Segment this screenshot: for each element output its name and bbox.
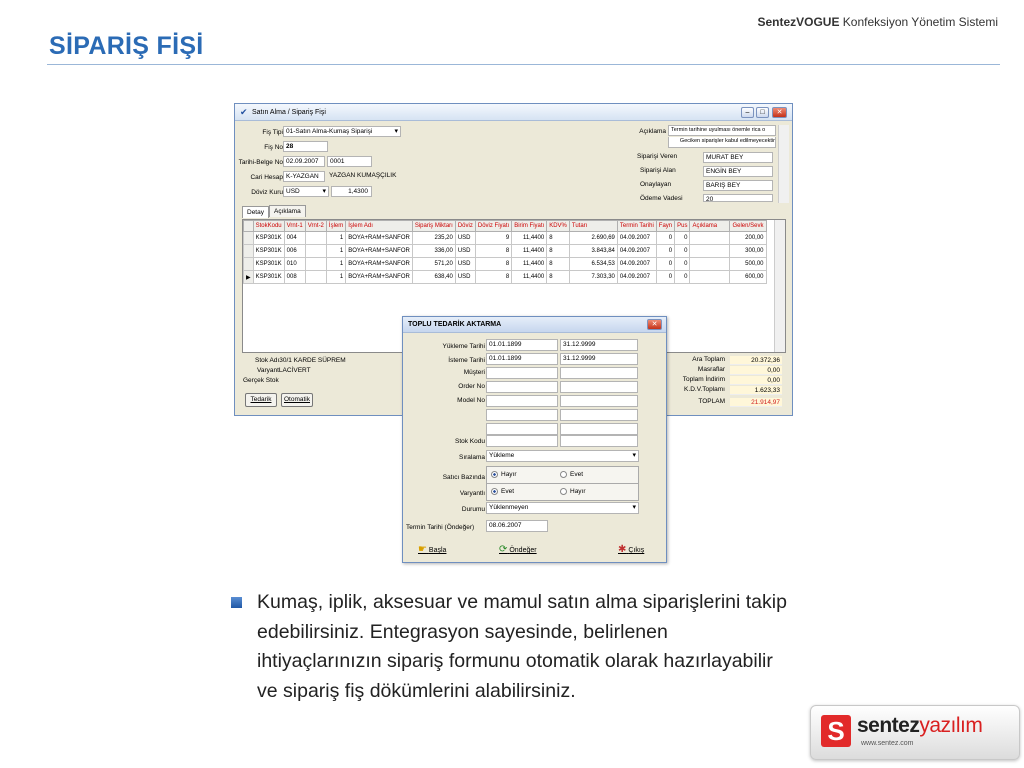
termin-field[interactable]: 08.06.2007 <box>486 520 548 532</box>
table-cell[interactable]: 600,00 <box>730 271 766 284</box>
dialog-title: TOPLU TEDARİK AKTARMA <box>408 321 502 328</box>
table-cell[interactable]: 8 <box>547 245 570 258</box>
basla-label: Başla <box>428 547 447 554</box>
app-icon: ✔ <box>240 107 248 117</box>
col-tutari[interactable]: Tutarı <box>569 221 617 232</box>
total-label: Masraflar <box>697 366 725 373</box>
table-cell[interactable]: USD <box>455 258 475 271</box>
total-value: 21.914,97 <box>730 398 782 407</box>
radio-empty-icon <box>560 488 567 495</box>
close-button[interactable]: ✕ <box>772 107 787 118</box>
veren-label: Siparişi Veren <box>637 153 678 160</box>
table-cell[interactable] <box>690 232 730 245</box>
cari-kod-field[interactable]: K-YAZGAN <box>283 171 325 182</box>
row-selector[interactable] <box>244 258 254 271</box>
col-termin-tarihi[interactable]: Termin Tarihi <box>617 221 656 232</box>
table-cell[interactable]: KSP301K <box>253 258 284 271</box>
cikis-label: Çıkış <box>628 547 645 554</box>
hand-icon: ☛ <box>418 544 427 555</box>
musteri-label: Müşteri <box>463 369 485 376</box>
row-selector-header <box>244 221 254 232</box>
basla-button[interactable] <box>418 544 446 555</box>
col-islem[interactable]: İşlem <box>326 221 345 232</box>
table-cell[interactable]: 11,4400 <box>512 271 547 284</box>
table-cell[interactable]: 1 <box>326 245 345 258</box>
musteri-from-field[interactable] <box>486 367 558 379</box>
table-cell[interactable]: 11,4400 <box>512 258 547 271</box>
table-cell[interactable] <box>690 271 730 284</box>
table-cell[interactable]: 8 <box>475 245 511 258</box>
table-cell[interactable]: BOYA+RAM+SANFOR <box>346 271 413 284</box>
extra1-from-field[interactable] <box>486 409 558 421</box>
order-from-field[interactable] <box>486 381 558 393</box>
table-cell[interactable]: 1 <box>326 232 345 245</box>
total-value: 0,00 <box>730 366 782 375</box>
tarih-field[interactable]: 02.09.2007 <box>283 156 325 167</box>
tab-strip <box>242 205 306 219</box>
total-label: Ara Toplam <box>692 356 725 363</box>
stock-real: Gerçek Stok <box>243 377 279 384</box>
table-cell[interactable]: BOYA+RAM+SANFOR <box>346 258 413 271</box>
table-cell[interactable]: 8 <box>475 271 511 284</box>
brand-name: SentezVOGUE <box>757 15 840 29</box>
durumu-label: Durumu <box>461 506 485 513</box>
otomatik-button[interactable]: Otomatik <box>281 393 313 407</box>
belge-no-field[interactable]: 0001 <box>327 156 372 167</box>
minimize-button[interactable]: – <box>741 107 754 118</box>
table-cell[interactable]: KSP301K <box>253 271 284 284</box>
logo-url: www.sentez.com <box>861 740 914 747</box>
table-cell[interactable]: 2.690,69 <box>569 232 617 245</box>
table-cell[interactable]: 0 <box>656 271 674 284</box>
total-label: K.D.V.Toplamı <box>684 386 725 393</box>
stock-name: Stok Adı30/1 KARDE SÜPREM <box>255 357 346 364</box>
isteme-from-field[interactable]: 01.01.1899 <box>486 353 558 365</box>
row-selector[interactable]: ▶ <box>244 271 254 284</box>
col-islem-adi[interactable]: İşlem Adı <box>346 221 413 232</box>
window-title: Satın Alma / Sipariş Fişi <box>252 109 326 116</box>
table-cell[interactable]: BOYA+RAM+SANFOR <box>346 245 413 258</box>
radio-empty-icon <box>560 471 567 478</box>
logo-name-part1: sentez <box>857 714 920 737</box>
isteme-to-field[interactable]: 31.12.9999 <box>560 353 638 365</box>
table-row[interactable] <box>244 232 767 245</box>
table-cell[interactable]: 336,00 <box>412 245 455 258</box>
satici-evet-label: Evet <box>570 471 584 479</box>
logo-wordmark <box>857 714 982 738</box>
toplu-tedarik-dialog <box>402 316 667 563</box>
table-cell[interactable]: 0 <box>656 258 674 271</box>
table-cell[interactable] <box>690 245 730 258</box>
varyant-label: Varyantlı <box>459 490 485 497</box>
table-cell[interactable]: USD <box>455 232 475 245</box>
logo-mark-icon: S <box>821 715 851 747</box>
stock-variant: VaryantLACİVERT <box>257 367 311 374</box>
siralama-select[interactable]: Yükleme ▾ <box>486 450 639 462</box>
model-label: Model No <box>457 397 485 404</box>
model-to-field[interactable] <box>560 395 638 407</box>
ondeger-button[interactable] <box>499 544 537 555</box>
header-brand <box>757 15 998 29</box>
table-cell[interactable]: 04.09.2007 <box>617 258 656 271</box>
tedarik-button[interactable]: Tedarik <box>245 393 277 407</box>
varyant-hayir-label: Hayır <box>570 488 586 496</box>
table-cell[interactable]: 0 <box>656 232 674 245</box>
yukleme-label: Yükleme Tarihi <box>442 343 485 350</box>
aciklama-line2[interactable]: Geciken siparişler kabul edilmeyecektir <box>668 137 776 148</box>
table-cell[interactable]: 8 <box>547 232 570 245</box>
table-cell[interactable] <box>305 232 326 245</box>
total-value: 20.372,36 <box>730 356 782 365</box>
table-cell[interactable]: 8 <box>547 258 570 271</box>
order-to-field[interactable] <box>560 381 638 393</box>
table-cell[interactable]: 3.843,84 <box>569 245 617 258</box>
table-cell[interactable] <box>305 271 326 284</box>
odeme-field[interactable]: 20 <box>703 194 773 202</box>
stok-from-field[interactable] <box>486 435 558 447</box>
col-stok-kodu[interactable]: StokKodu <box>253 221 284 232</box>
cari-label: Cari Hesap <box>250 174 283 181</box>
col-aciklama[interactable]: Açıklama <box>690 221 730 232</box>
grid-header-row <box>244 221 767 232</box>
col-doviz-fiyati[interactable]: Döviz Fiyatı <box>475 221 511 232</box>
yukleme-from-field[interactable]: 01.01.1899 <box>486 339 558 351</box>
row-selector[interactable] <box>244 245 254 258</box>
table-cell[interactable]: 0 <box>675 271 690 284</box>
table-cell[interactable]: 010 <box>284 258 305 271</box>
table-cell[interactable]: 235,20 <box>412 232 455 245</box>
grid-scrollbar[interactable] <box>774 220 785 353</box>
fis-tipi-select[interactable]: 01-Satın Alma-Kumaş Siparişi ▾ <box>283 126 401 137</box>
table-cell[interactable]: BOYA+RAM+SANFOR <box>346 232 413 245</box>
doviz-label: Döviz Kuru <box>251 189 283 196</box>
dialog-close-button[interactable]: ✕ <box>647 319 662 330</box>
model-from-field[interactable] <box>486 395 558 407</box>
tarih-label: Tarihi-Belge No <box>238 159 283 166</box>
table-cell[interactable]: 571,20 <box>412 258 455 271</box>
stok-to-field[interactable] <box>560 435 638 447</box>
musteri-to-field[interactable] <box>560 367 638 379</box>
col-vrnt1[interactable]: Vrnt-1 <box>284 221 305 232</box>
dialog-titlebar <box>403 317 666 333</box>
table-cell[interactable]: 8 <box>547 271 570 284</box>
yukleme-to-field[interactable]: 31.12.9999 <box>560 339 638 351</box>
alan-label: Siparişi Alan <box>640 167 676 174</box>
alan-field[interactable]: ENGİN BEY <box>703 166 773 177</box>
bullet-text: Kumaş, iplik, aksesuar ve mamul satın alma siparişlerini takip edebilirsiniz. Entegrasyon sayesinde, belirlenen ihtiyaçlarınızın sipariş formunu otomatik olarak hazırlayabilir ve sipariş fiş dökümlerini alabilirsiniz. <box>257 591 787 702</box>
logo-name-part2: yazılım <box>919 714 983 737</box>
onay-label: Onaylayan <box>640 181 672 188</box>
aciklama-line1[interactable]: Termin tarihine uyulması önemle rica o <box>668 125 776 136</box>
table-cell[interactable]: 11,4400 <box>512 232 547 245</box>
col-gelen-sevk[interactable]: Gelen/Sevk <box>730 221 766 232</box>
satici-evet-radio[interactable] <box>560 471 583 478</box>
odeme-label: Ödeme Vadesi <box>640 195 683 202</box>
order-label: Order No <box>458 383 485 390</box>
bullet-icon <box>231 597 242 608</box>
table-cell[interactable]: 1 <box>326 271 345 284</box>
slide-title: SİPARİŞ FİŞİ <box>49 32 204 60</box>
total-label: Toplam İndirim <box>682 376 725 383</box>
maximize-button[interactable]: □ <box>756 107 769 118</box>
table-cell[interactable]: 0 <box>675 245 690 258</box>
fis-no-label: Fiş No <box>264 144 283 151</box>
radio-selected-icon <box>491 471 498 478</box>
table-cell[interactable] <box>690 258 730 271</box>
table-row[interactable] <box>244 245 767 258</box>
table-cell[interactable]: USD <box>455 271 475 284</box>
table-row[interactable] <box>244 258 767 271</box>
extra2-to-field[interactable] <box>560 423 638 435</box>
table-cell[interactable]: 0 <box>656 245 674 258</box>
header-scrollbar[interactable] <box>778 125 789 203</box>
varyant-hayir-radio[interactable] <box>560 488 586 495</box>
cari-ad-text: YAZGAN KUMAŞÇILIK <box>329 172 397 179</box>
durumu-select[interactable]: Yüklenmeyen ▾ <box>486 502 639 514</box>
table-cell[interactable]: KSP301K <box>253 232 284 245</box>
table-cell[interactable]: 11,4400 <box>512 245 547 258</box>
table-cell[interactable]: 7.303,30 <box>569 271 617 284</box>
table-cell[interactable]: KSP301K <box>253 245 284 258</box>
fis-no-field[interactable]: 28 <box>283 141 328 152</box>
table-cell[interactable]: 6.534,53 <box>569 258 617 271</box>
table-cell[interactable]: 300,00 <box>730 245 766 258</box>
stok-label: Stok Kodu <box>455 438 485 445</box>
fis-tipi-label: Fiş Tipi <box>262 129 283 136</box>
col-siparis-miktari[interactable]: Sipariş Miktarı <box>412 221 455 232</box>
col-birim-fiyati[interactable]: Birim Fiyatı <box>512 221 547 232</box>
table-cell[interactable]: 500,00 <box>730 258 766 271</box>
tab-aciklama[interactable]: Açıklama <box>269 205 306 217</box>
refresh-icon: ⟳ <box>499 544 508 555</box>
window-titlebar <box>235 104 792 121</box>
table-cell[interactable]: USD <box>455 245 475 258</box>
veren-field[interactable]: MURAT BEY <box>703 152 773 163</box>
table-cell[interactable]: 8 <box>475 258 511 271</box>
aciklama-label: Açıklama <box>639 128 666 135</box>
siralama-label: Sıralama <box>458 454 485 461</box>
doviz-select[interactable]: USD ▾ <box>283 186 329 197</box>
satici-label: Satıcı Bazında <box>442 474 485 481</box>
brand-subtitle: Konfeksiyon Yönetim Sistemi <box>839 15 998 29</box>
row-selector[interactable] <box>244 232 254 245</box>
table-cell[interactable]: 1 <box>326 258 345 271</box>
isteme-label: İsteme Tarihi <box>448 357 485 364</box>
col-pus[interactable]: Pus <box>675 221 690 232</box>
col-fayn[interactable]: Fayn <box>656 221 674 232</box>
extra2-from-field[interactable] <box>486 423 558 435</box>
varyant-evet-label: Evet <box>501 488 515 496</box>
col-vrnt2[interactable]: Vrnt-2 <box>305 221 326 232</box>
table-cell[interactable] <box>305 245 326 258</box>
cikis-button[interactable] <box>618 544 644 555</box>
table-cell[interactable]: 9 <box>475 232 511 245</box>
table-cell[interactable]: 0 <box>675 258 690 271</box>
varyant-evet-radio[interactable] <box>491 488 514 495</box>
table-row[interactable] <box>244 271 767 284</box>
title-divider <box>47 64 1000 65</box>
table-cell[interactable]: 638,40 <box>412 271 455 284</box>
table-cell[interactable]: 200,00 <box>730 232 766 245</box>
tab-detay[interactable]: Detay <box>242 206 269 218</box>
total-value: 1.623,33 <box>730 386 782 395</box>
table-cell[interactable]: 04.09.2007 <box>617 232 656 245</box>
total-label: TOPLAM <box>698 398 725 405</box>
satici-hayir-label: Hayır <box>501 471 517 479</box>
kur-field[interactable]: 1,4300 <box>331 186 372 197</box>
table-cell[interactable]: 008 <box>284 271 305 284</box>
table-cell[interactable]: 0 <box>675 232 690 245</box>
termin-label: Termin Tarihi (Öndeğer) <box>406 524 475 531</box>
col-kdv[interactable]: KDV% <box>547 221 570 232</box>
onay-field[interactable]: BARIŞ BEY <box>703 180 773 191</box>
satici-hayir-radio[interactable] <box>491 471 517 478</box>
col-doviz[interactable]: Döviz <box>455 221 475 232</box>
ondeger-label: Öndeğer <box>509 547 537 554</box>
extra1-to-field[interactable] <box>560 409 638 421</box>
radio-selected-icon <box>491 488 498 495</box>
total-value: 0,00 <box>730 376 782 385</box>
table-cell[interactable]: 006 <box>284 245 305 258</box>
table-cell[interactable]: 04.09.2007 <box>617 245 656 258</box>
sentez-logo <box>810 705 1020 760</box>
table-cell[interactable] <box>305 258 326 271</box>
exit-icon: ✱ <box>618 544 627 555</box>
table-cell[interactable]: 004 <box>284 232 305 245</box>
table-cell[interactable]: 04.09.2007 <box>617 271 656 284</box>
